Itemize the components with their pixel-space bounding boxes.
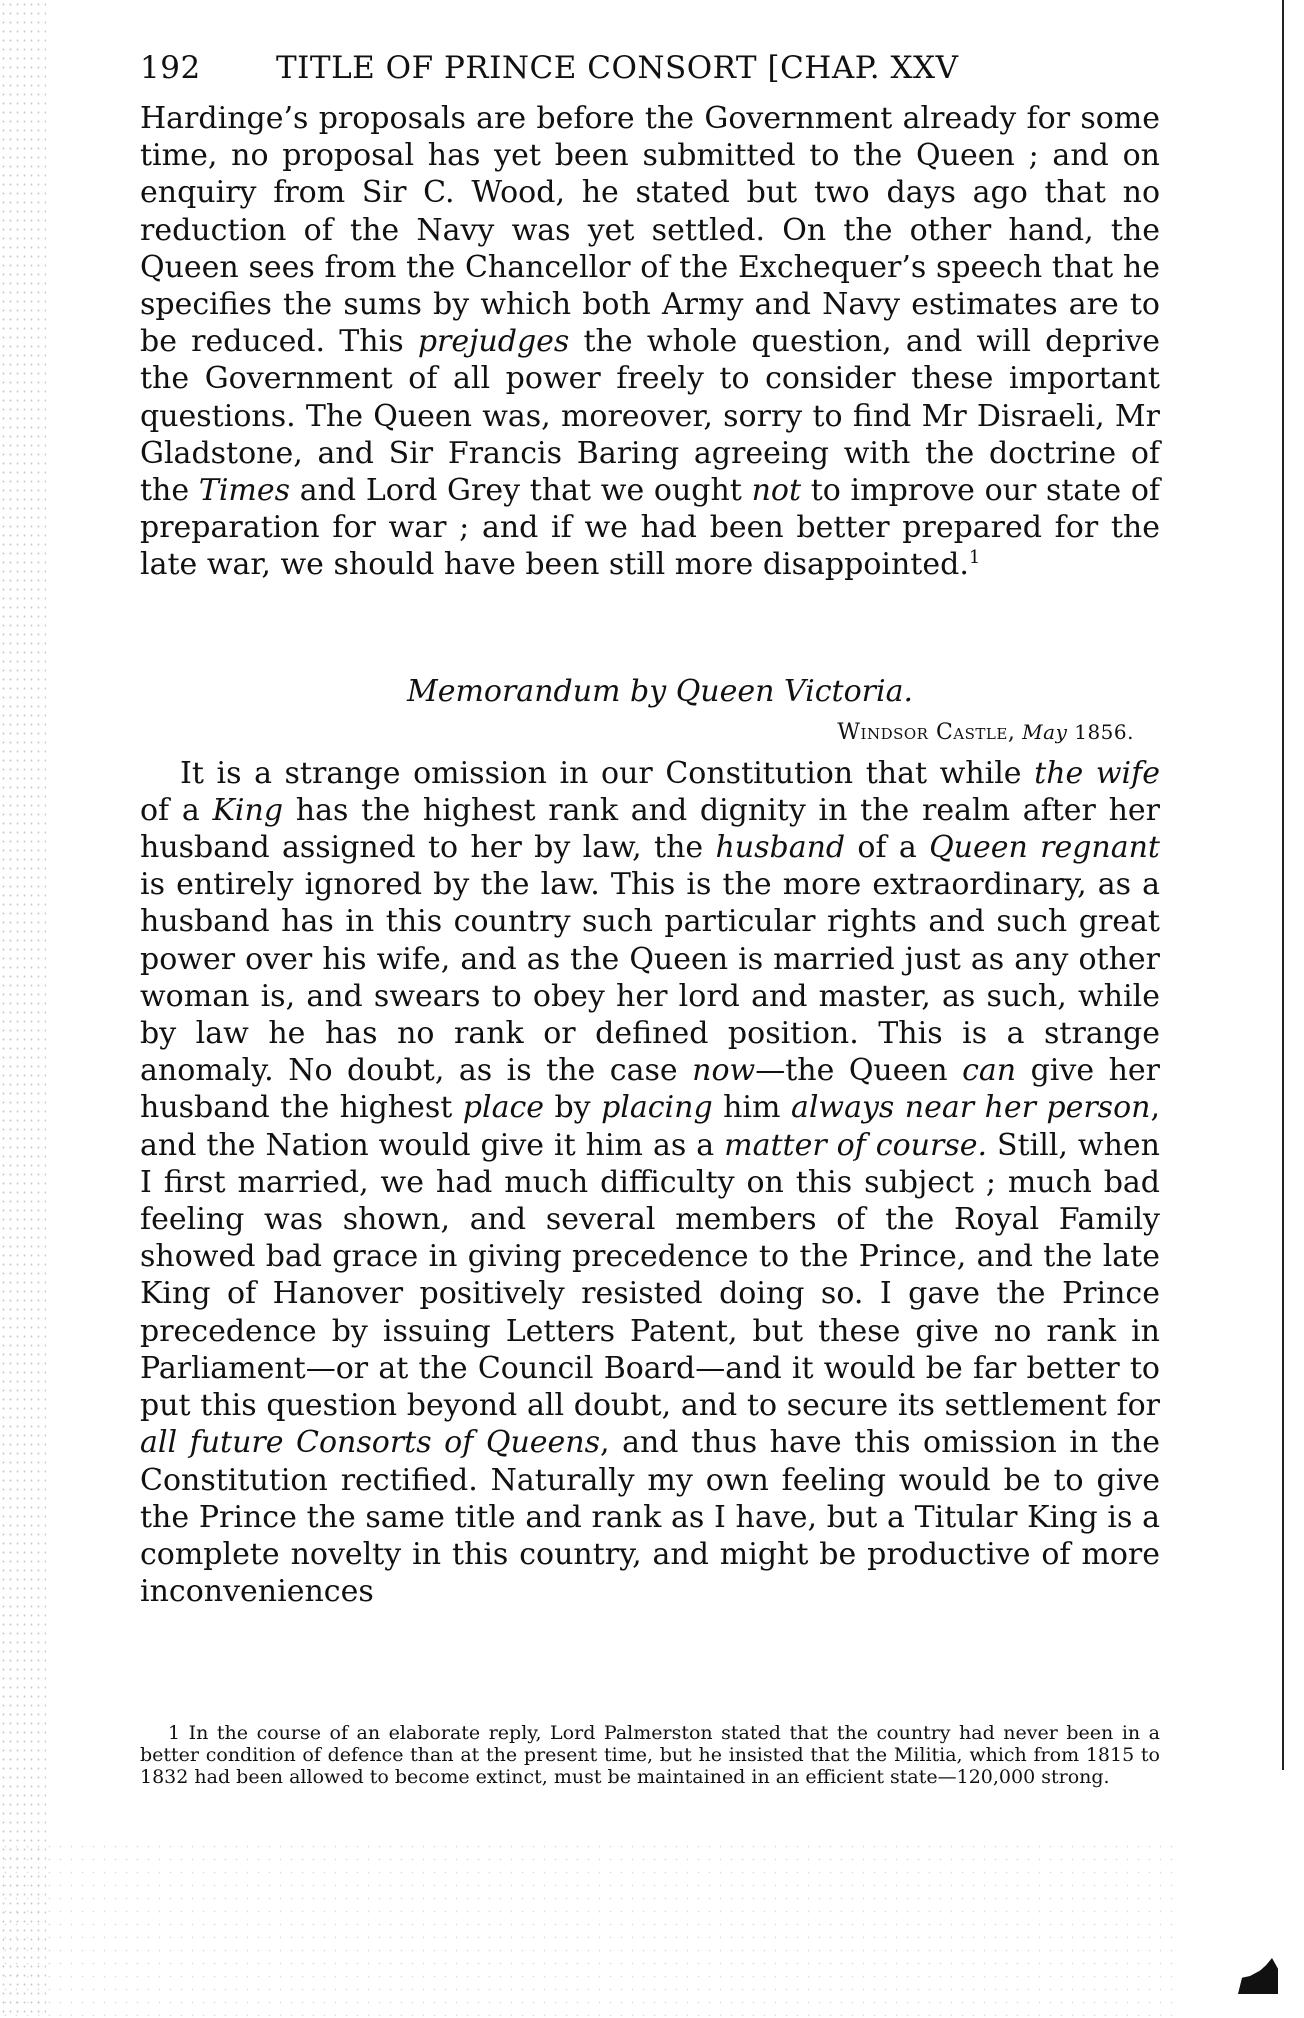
text-run: to improve our state of preparation for war ; and if we had been better prepared for the late war, we should have been still more disappointed. bbox=[140, 473, 1160, 583]
italic-run: place bbox=[462, 1090, 545, 1126]
chapter-label: [CHAP. XXV bbox=[767, 50, 959, 86]
italic-run: now bbox=[692, 1053, 756, 1089]
scan-speckle-bottom bbox=[0, 1840, 1180, 2018]
italic-run: can bbox=[962, 1053, 1017, 1089]
text-run: , and the Nation would give it him as a bbox=[140, 1090, 1160, 1163]
text-run: Hardinge’s proposals are before the Government already for some time, no proposal has yet been submitted to the Queen ; and on enquiry from Sir C. Wood, he stated but two days ago that no reduction of the Navy was yet settled. On the other hand, the Queen sees from the Chancellor of the Exchequer’s speech that he specifies the sums by which both Army and Navy estimates are to be reduced. This bbox=[140, 101, 1160, 360]
italic-run: matter of course. bbox=[724, 1127, 988, 1163]
footnote-reference[interactable]: 1 bbox=[968, 547, 981, 569]
running-title bbox=[270, 50, 1160, 86]
footnote-text: In the course of an elaborate reply, Lord Palmerston stated that the country had never been in a better condition of defence than at the present time, but he insisted that the Militia, which from 1815 to 1832 had been allowed to become extinct, must be maintained in an efficient state—120,000 strong. bbox=[140, 1722, 1160, 1788]
text-run: It is a strange omission in our Constitution that while bbox=[180, 755, 1035, 791]
text-run: Still, when I first married, we had much difficulty on this subject ; much bad feeling was shown, and several members of the Royal Family showed bad grace in giving precedence to the Prince, and the late King of Hanover positively resisted doing so. I gave the Prince precedence by issuing Letters Patent, but these give no rank in Parliament—or at the Council Board—and it would be far better to put this question beyond all doubt, and to secure its settlement for bbox=[140, 1127, 1160, 1424]
text-run: the whole question, and will deprive the Government of all power freely to consider these important questions. The Queen was, moreover, sorry to find Mr Disraeli, Mr Gladstone, and Sir Francis Baring agreeing with the doctrine of the bbox=[140, 324, 1160, 509]
text-run: is entirely ignored by the law. This is the more extraordinary, as a husband has in this country such particular rights and such great power over his wife, and as the Queen is married just as any other woman is, and swears to obey her lord and master, as such, while by law he has no rank or defined position. This is a strange anomaly. No doubt, as is the case bbox=[140, 867, 1160, 1089]
running-head bbox=[140, 50, 1160, 86]
footnote-marker: 1 bbox=[168, 1722, 181, 1744]
text-run: of a bbox=[845, 830, 930, 866]
text-run: him bbox=[712, 1090, 791, 1126]
dateline-year: 1856. bbox=[1074, 719, 1134, 744]
italic-run: King bbox=[212, 792, 284, 828]
paragraph bbox=[140, 755, 1160, 1611]
page-number: 192 bbox=[140, 50, 201, 86]
footnotes bbox=[140, 1722, 1160, 1788]
italic-run: placing bbox=[601, 1090, 713, 1126]
scan-speckle-left-margin bbox=[0, 0, 46, 2018]
text-run: of a bbox=[140, 792, 213, 828]
memorandum-title: Memorandum by Queen Victoria. bbox=[406, 673, 913, 709]
text-run: and Lord Grey that we ought bbox=[290, 473, 752, 509]
italic-run: the wife bbox=[1034, 755, 1160, 791]
dateline-month: May bbox=[1022, 719, 1068, 744]
italic-run: not bbox=[751, 473, 802, 509]
book-page bbox=[140, 50, 1160, 1610]
text-run: has the highest rank and dignity in the realm after her husband assigned to her by law, the bbox=[140, 792, 1161, 866]
dateline bbox=[140, 720, 1160, 745]
italic-run: prejudges bbox=[417, 324, 570, 360]
continued-paragraph bbox=[140, 100, 1160, 584]
italic-run: always near her person bbox=[790, 1090, 1151, 1126]
italic-run: Queen regnant bbox=[929, 830, 1160, 866]
text-run: give her husband the highest bbox=[140, 1053, 1160, 1126]
text-run: —the Queen bbox=[755, 1053, 963, 1089]
italic-run: Times bbox=[198, 473, 291, 509]
paragraph bbox=[140, 100, 1160, 584]
italic-run: husband bbox=[715, 830, 846, 866]
footnote bbox=[140, 1722, 1160, 1788]
italic-run: all future Consorts of Queens bbox=[140, 1425, 601, 1461]
text-run: by bbox=[544, 1090, 602, 1126]
scan-edge-rule bbox=[1282, 0, 1284, 1770]
text-run: , and thus have this omission in the Constitution rectified. Naturally my own feeling would be to give the Prince the same title and rank as I have, but a Titular King is a complete novelty in this country, and might be productive of more inconveniences bbox=[140, 1425, 1160, 1610]
running-title-text: TITLE OF PRINCE CONSORT bbox=[276, 50, 758, 86]
dateline-place: Windsor Castle, bbox=[837, 719, 1016, 745]
scan-corner-blot bbox=[1238, 1958, 1278, 1994]
memorandum-body bbox=[140, 755, 1160, 1611]
